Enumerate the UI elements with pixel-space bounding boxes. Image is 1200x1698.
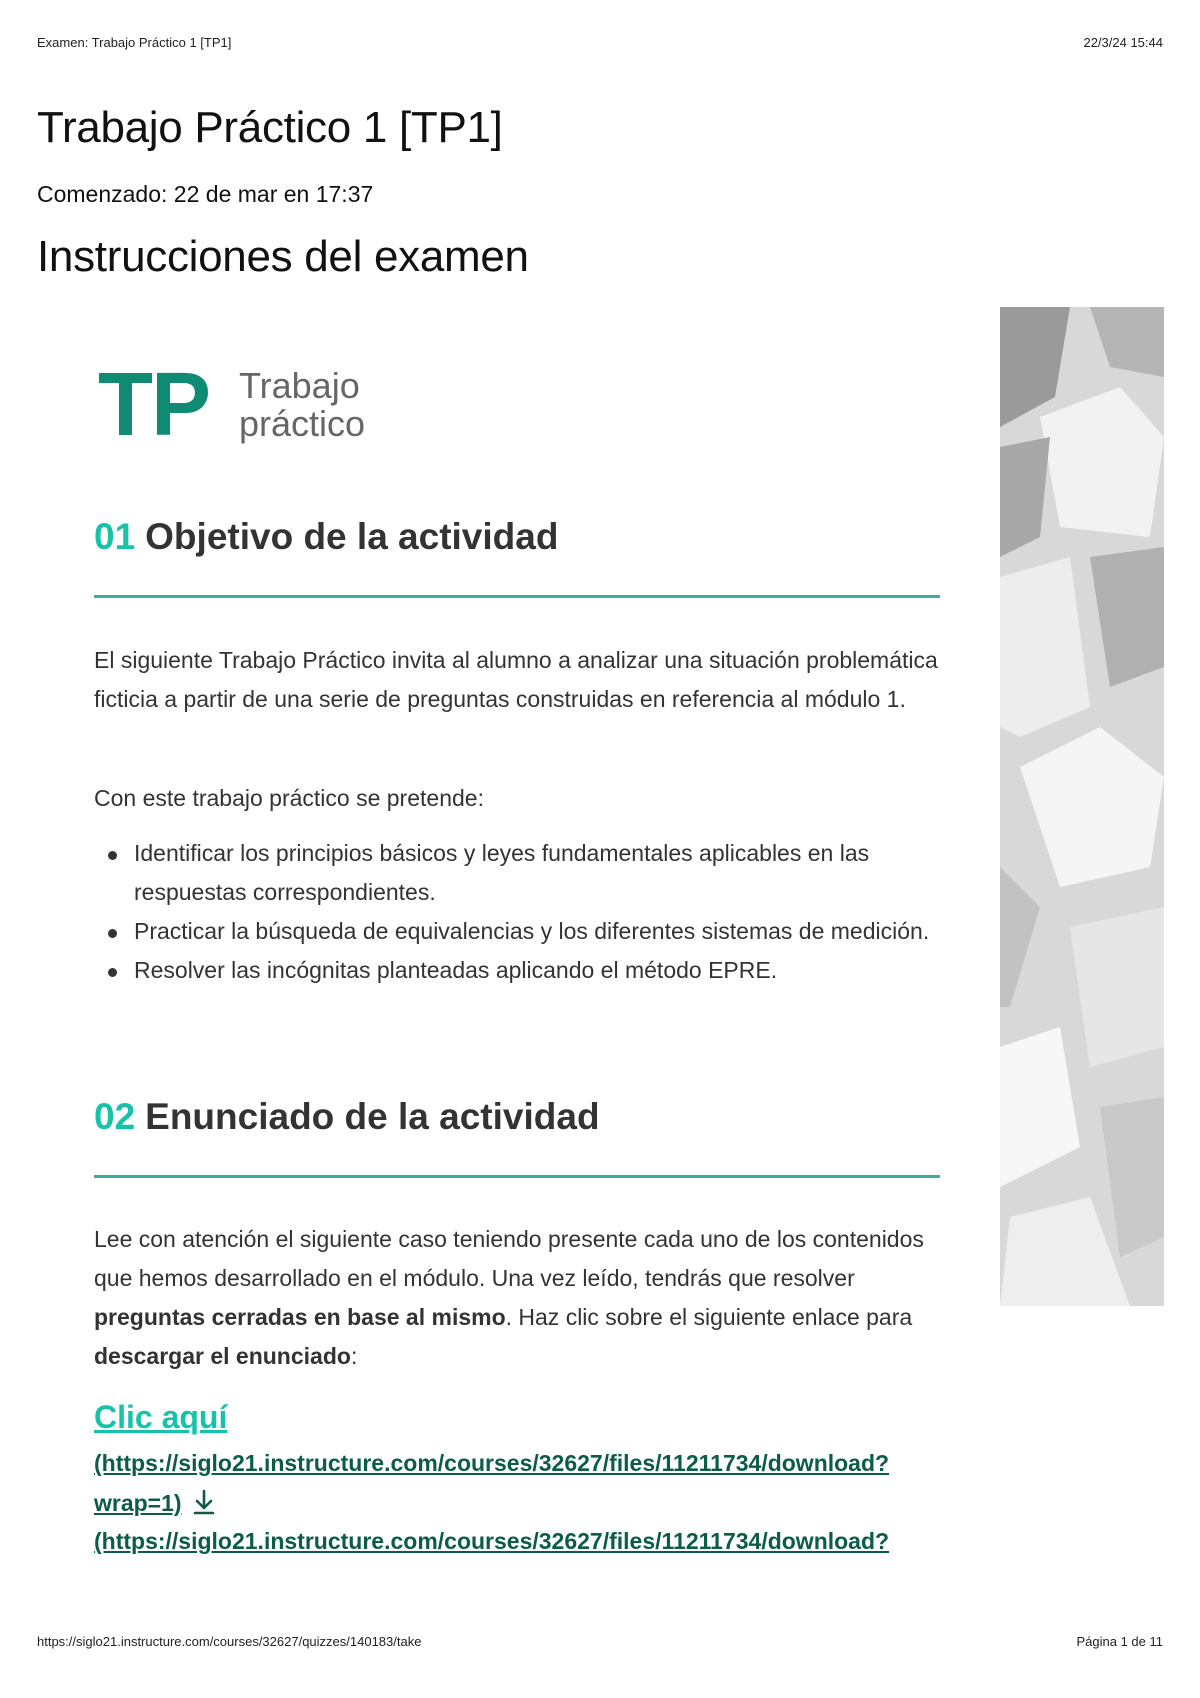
section-1-intro: El siguiente Trabajo Práctico invita al alumno a analizar una situación problemática ficticia a partir de una serie de preguntas construidas en referencia al módulo 1. — [94, 647, 938, 712]
footer-url: https://siglo21.instructure.com/courses/32627/quizzes/140183/take — [37, 1634, 422, 1649]
section-2-heading — [94, 1096, 600, 1138]
print-footer — [37, 1634, 1163, 1654]
download-url-text[interactable]: wrap=1) — [94, 1490, 182, 1517]
header-datetime: 22/3/24 15:44 — [1083, 35, 1163, 50]
download-icon[interactable] — [192, 1489, 216, 1521]
text-run: : — [350, 1343, 358, 1369]
page-title: Trabajo Práctico 1 [TP1] — [37, 103, 503, 152]
header-doc-title: Examen: Trabajo Práctico 1 [TP1] — [37, 35, 232, 50]
text-bold: preguntas cerradas en base al mismo — [94, 1304, 506, 1330]
section-1-divider — [94, 595, 940, 598]
section-1-heading — [94, 516, 558, 558]
goal-item: Practicar la búsqueda de equivalencias y los diferentes sistemas de medición. — [94, 912, 954, 951]
instructions-title: Instrucciones del examen — [37, 232, 529, 281]
section-2-divider — [94, 1175, 940, 1178]
section-2-text — [94, 1220, 950, 1376]
goal-item: Identificar los principios básicos y leyes fundamentales aplicables en las respuestas correspondientes. — [94, 834, 954, 912]
section-1-lead: Con este trabajo práctico se pretende: — [94, 785, 484, 811]
goals-list — [94, 834, 954, 990]
logo-mark: TP — [98, 355, 210, 455]
download-link[interactable]: Clic aquí — [94, 1399, 228, 1435]
started-timestamp: Comenzado: 22 de mar en 17:37 — [37, 181, 374, 207]
text-run: . Haz clic sobre el siguiente enlace para — [505, 1304, 913, 1330]
section-2-title: Enunciado de la actividad — [145, 1096, 600, 1137]
logo-word-2: práctico — [239, 403, 366, 444]
print-header — [37, 35, 1163, 55]
download-url-line-2[interactable] — [94, 1489, 216, 1521]
download-url-line-1[interactable]: (https://siglo21.instructure.com/courses/32627/files/11211734/download? — [94, 1450, 890, 1476]
decorative-side-image — [1000, 307, 1164, 1306]
footer-page-number: Página 1 de 11 — [1076, 1634, 1163, 1649]
section-2-number: 02 — [94, 1096, 136, 1137]
goal-item: Resolver las incógnitas planteadas aplicando el método EPRE. — [94, 951, 954, 990]
section-1-title: Objetivo de la actividad — [145, 516, 559, 557]
logo-word-1: Trabajo — [239, 365, 360, 406]
text-bold: descargar el enunciado — [94, 1343, 351, 1369]
text-run: Lee con atención el siguiente caso teniendo presente cada uno de los contenidos que hemos desarrollado en el módulo. Una vez leído, tendrás que resolver — [94, 1226, 924, 1291]
download-url-line-3[interactable]: (https://siglo21.instructure.com/courses/32627/files/11211734/download? — [94, 1528, 890, 1554]
section-1-number: 01 — [94, 516, 136, 557]
